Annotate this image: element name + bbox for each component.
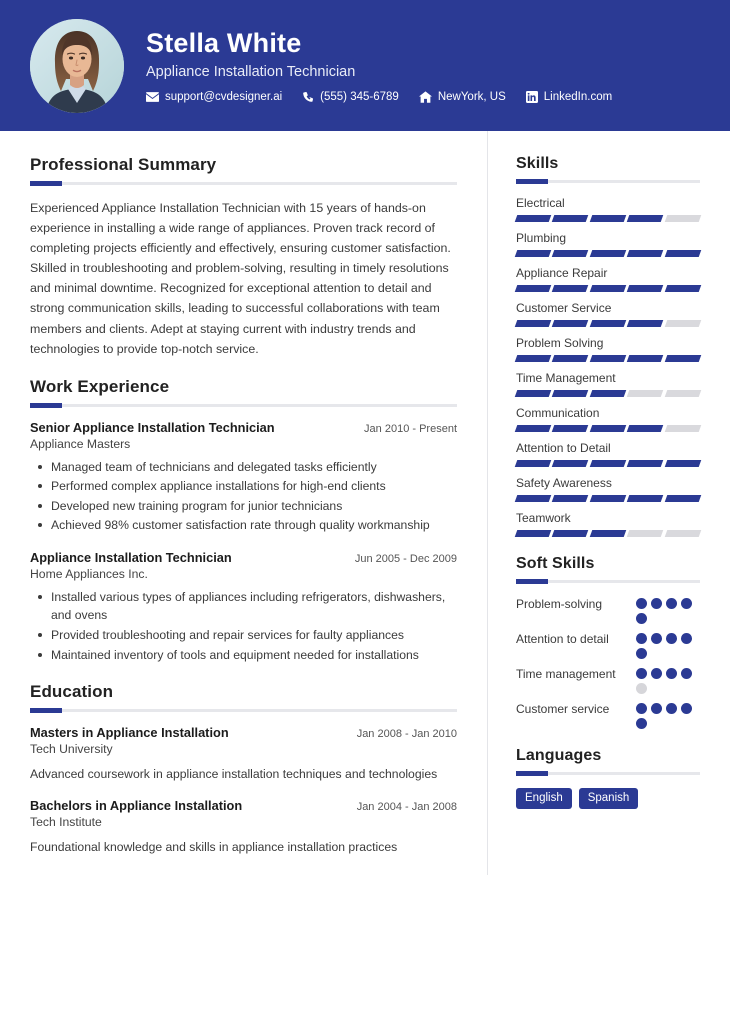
experience-entry [30,550,457,664]
main-column [0,131,487,875]
skill-label: Electrical [516,196,565,210]
skill-rating-segment [515,390,552,397]
section-languages [516,747,700,809]
soft-skill-rating-dots [636,631,700,659]
experience-role: Appliance Installation Technician [30,549,232,565]
skill-row [516,441,700,467]
list-item: Developed new training program for junior technicians [30,497,457,516]
soft-skill-rating-dot [651,633,662,644]
skill-label: Attention to Detail [516,441,611,455]
experience-org: Appliance Masters [30,436,131,451]
skill-rating-segment [552,250,589,257]
section-professional-summary [30,155,457,359]
skill-rating-segment [664,495,701,502]
section-title-experience: Work Experience [30,376,170,396]
skill-label: Safety Awareness [516,476,612,490]
skill-rating-bar [516,250,700,257]
skill-rating-segment [664,390,701,397]
education-entry-head [30,725,457,740]
soft-skill-row [516,631,700,659]
education-description: Advanced coursework in appliance installation techniques and technologies [30,767,438,782]
skill-rating-segment [627,495,664,502]
soft-skills-list [516,596,700,729]
soft-skill-rating-dots [636,666,700,694]
soft-skill-rating-dots [636,596,700,624]
soft-skill-rating-dot [636,718,647,729]
experience-entry-head [30,550,457,565]
skill-rating-segment [627,390,664,397]
soft-skill-row [516,666,700,694]
list-item: Installed various types of appliances including refrigerators, dishwashers, and ovens [30,588,457,625]
skill-rating-bar [516,215,700,222]
skill-row [516,231,700,257]
soft-skill-rating-dot [681,633,692,644]
section-rule [30,404,457,407]
soft-skill-rating-dot [636,648,647,659]
skill-label: Problem Solving [516,336,604,350]
education-school: Tech Institute [30,815,102,830]
soft-skill-rating-dot [666,668,677,679]
list-item: Achieved 98% customer satisfaction rate through quality workmanship [30,516,457,535]
education-entry [30,798,457,856]
soft-skill-label: Attention to detail [516,632,609,646]
soft-skill-rating-dot [681,703,692,714]
soft-skill-rating-dot [636,613,647,624]
education-school: Tech University [30,742,113,757]
soft-skill-rating-dot [681,598,692,609]
experience-bullets [30,588,457,664]
skill-rating-segment [515,320,552,327]
skill-rating-segment [590,460,627,467]
skill-rating-segment [552,495,589,502]
skill-rating-segment [590,390,627,397]
education-degree: Masters in Appliance Installation [30,725,229,741]
soft-skill-rating-dot [666,703,677,714]
skill-rating-segment [590,215,627,222]
soft-skill-label: Customer service [516,702,610,716]
list-item: Managed team of technicians and delegated tasks efficiently [30,458,457,477]
section-rule [30,709,457,712]
education-entry-head [30,798,457,813]
section-rule [516,180,700,183]
education-degree: Bachelors in Appliance Installation [30,798,243,814]
soft-skill-rating-dot [666,633,677,644]
soft-skill-rating-dot [636,703,647,714]
skill-label: Plumbing [516,231,567,245]
skill-rating-segment [664,250,701,257]
experience-date: Jun 2005 - Dec 2009 [354,552,457,565]
section-title-education: Education [30,682,114,702]
skill-rating-segment [627,215,664,222]
contact-location-label: NewYork, US [437,91,506,104]
skill-rating-segment [664,425,701,432]
experience-bullets [30,458,457,535]
skill-rating-segment [664,215,701,222]
phone-icon [302,91,314,103]
skills-list [516,196,700,537]
skill-rating-segment [552,320,589,327]
skill-rating-segment [627,320,664,327]
section-rule [516,772,700,775]
section-education [30,682,457,857]
language-chip[interactable]: English [516,788,572,809]
summary-text: Experienced Appliance Installation Technician with 15 years of hands-on experience in installing a wide range of appliances. Proven track record of completing projects efficiently and effectively, ensuring customer satisfaction. Skilled in troubleshooting and problem-solving, resulting in timely resolutions and minimal downtime. Recognized for exceptional attention to detail and strong communication skills, leading to successful collaborations with team members and clients. Adept at staying current with industry trends and technologies to provide top-notch service. [30,201,451,356]
skill-rating-segment [627,530,664,537]
sidebar-column [487,131,730,875]
soft-skill-label: Time management [516,667,616,681]
soft-skill-rating-dot [681,668,692,679]
education-entry [30,725,457,783]
soft-skill-rating-dot [651,703,662,714]
experience-role: Senior Appliance Installation Technician [30,419,275,435]
skill-rating-segment [515,285,552,292]
skill-rating-segment [552,355,589,362]
skill-rating-segment [664,530,701,537]
skill-rating-segment [515,425,552,432]
avatar [30,19,124,113]
skill-rating-segment [590,530,627,537]
soft-skill-rating-dot [651,598,662,609]
section-title-skills: Skills [516,155,559,172]
contact-linkedin-label: LinkedIn.com [543,91,613,104]
experience-entry-head [30,420,457,435]
contact-phone-label: (555) 345-6789 [320,91,399,104]
list-item: Performed complex appliance installations for high-end clients [30,477,457,496]
skill-rating-segment [515,530,552,537]
soft-skill-label: Problem-solving [516,597,603,611]
resume-body [0,131,730,875]
soft-skill-rating-dot [666,598,677,609]
skill-row [516,336,700,362]
section-rule [516,580,700,583]
skill-rating-segment [627,425,664,432]
soft-skill-row [516,596,700,624]
language-chip[interactable]: Spanish [579,788,639,809]
skill-rating-segment [590,355,627,362]
skill-rating-bar [516,425,700,432]
skill-label: Teamwork [516,511,571,525]
section-title-soft-skills: Soft Skills [516,555,595,572]
header-job-title: Appliance Installation Technician [146,64,356,81]
section-title-summary: Professional Summary [30,155,217,174]
skill-rating-bar [516,285,700,292]
skill-rating-segment [627,460,664,467]
skill-rating-segment [664,285,701,292]
skill-row [516,266,700,292]
skill-rating-segment [552,390,589,397]
skill-rating-segment [627,285,664,292]
section-title-languages: Languages [516,747,602,764]
home-icon [419,91,432,103]
skill-rating-segment [552,460,589,467]
skill-label: Time Management [516,371,616,385]
skill-rating-segment [515,250,552,257]
skill-rating-segment [664,320,701,327]
skill-label: Appliance Repair [516,266,608,280]
contact-phone[interactable] [302,91,399,103]
skill-rating-segment [590,285,627,292]
skill-row [516,406,700,432]
skill-rating-segment [664,355,701,362]
header-text-block [146,28,612,103]
skill-rating-segment [515,355,552,362]
skill-rating-bar [516,355,700,362]
education-date: Jan 2004 - Jan 2008 [356,801,457,814]
skill-row [516,196,700,222]
soft-skill-rating-dots [636,701,700,729]
education-description: Foundational knowledge and skills in appliance installation practices [30,840,398,855]
skill-rating-bar [516,495,700,502]
list-item: Provided troubleshooting and repair services for faulty appliances [30,626,457,645]
email-icon [146,92,159,102]
soft-skill-rating-dot [636,633,647,644]
resume-header [0,0,730,131]
skill-rating-segment [552,285,589,292]
skill-rating-segment [552,215,589,222]
skill-rating-bar [516,320,700,327]
contact-email-label: support@cvdesigner.ai [165,91,283,104]
skill-label: Communication [516,406,600,420]
languages-list [516,788,700,809]
skill-rating-segment [552,425,589,432]
skill-row [516,476,700,502]
list-item: Maintained inventory of tools and equipment needed for installations [30,646,457,665]
soft-skill-rating-dot [636,683,647,694]
skill-rating-segment [627,355,664,362]
linkedin-icon [526,91,538,103]
skill-rating-segment [515,215,552,222]
skill-rating-segment [590,250,627,257]
skill-rating-segment [664,460,701,467]
experience-date: Jan 2010 - Present [364,422,457,435]
contact-email[interactable] [146,91,282,103]
skill-label: Customer Service [516,301,612,315]
skill-rating-segment [627,250,664,257]
skill-rating-segment [552,530,589,537]
soft-skill-rating-dot [651,668,662,679]
skill-rating-segment [515,495,552,502]
education-date: Jan 2008 - Jan 2010 [356,728,457,741]
soft-skill-row [516,701,700,729]
skill-rating-segment [590,425,627,432]
contact-linkedin[interactable] [526,91,612,103]
section-rule [30,182,457,185]
avatar-photo [30,19,124,113]
skill-rating-bar [516,530,700,537]
section-soft-skills [516,555,700,729]
soft-skill-rating-dot [636,668,647,679]
skill-rating-segment [590,320,627,327]
contact-row [146,91,612,103]
soft-skill-rating-dot [636,598,647,609]
skill-rating-segment [590,495,627,502]
skill-row [516,371,700,397]
skill-rating-segment [515,460,552,467]
skill-row [516,301,700,327]
page-title: Stella White [146,27,302,58]
experience-entry [30,420,457,535]
section-work-experience [30,377,457,664]
skill-row [516,511,700,537]
section-skills [516,155,700,537]
contact-location[interactable] [419,91,506,103]
skill-rating-bar [516,390,700,397]
experience-org: Home Appliances Inc. [30,566,148,581]
skill-rating-bar [516,460,700,467]
